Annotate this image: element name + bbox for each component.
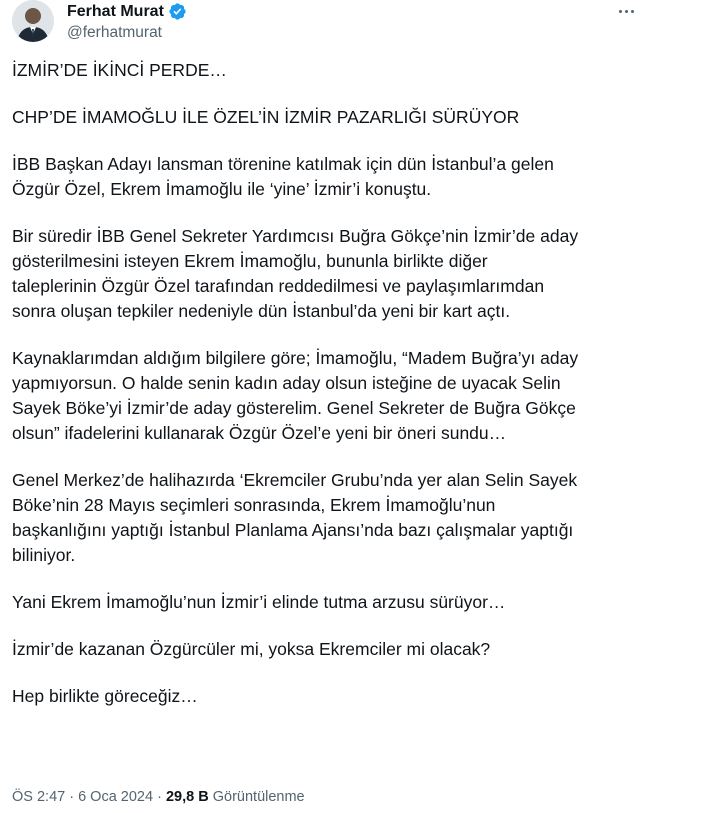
tweet-text	[12, 58, 692, 731]
handle[interactable]: @ferhatmurat	[67, 24, 162, 41]
tweet-meta	[12, 789, 305, 805]
tweet-paragraph: Hep birlikte göreceğiz…	[12, 686, 198, 706]
avatar-image	[12, 0, 54, 42]
tweet-date[interactable]: 6 Oca 2024	[78, 789, 154, 805]
views-label: Görüntülenme	[212, 789, 305, 805]
tweet-paragraph: Kaynaklarımdan aldığım bilgilere göre; İmamoğlu, “Madem Buğra’yı aday yapmıyorsun. O halde senin kadın aday olsun isteğine de uyacak Selin Sayek Böke’yi İzmir’de aday gösterelim. Genel Sekreter de Buğra Gökçe olsun” ifadelerini kullanarak Özgür Özel’e yeni bir öneri sundu…	[12, 348, 579, 443]
avatar[interactable]	[12, 0, 54, 42]
tweet-paragraph: İBB Başkan Adayı lansman törenine katılmak için dün İstanbul’a gelen Özgür Özel, Ekrem İmamoğlu ile ‘yine’ İzmir’i konuştu.	[12, 154, 554, 199]
display-name[interactable]: Ferhat Murat	[67, 2, 164, 20]
verified-badge-icon	[168, 2, 187, 21]
tweet-paragraph: CHP’DE İMAMOĞLU İLE ÖZEL’İN İZMİR PAZARLIĞI SÜRÜYOR	[12, 107, 520, 127]
tweet-time[interactable]: ÖS 2:47	[12, 789, 66, 805]
tweet-paragraph: Yani Ekrem İmamoğlu’nun İzmir’i elinde tutma arzusu sürüyor…	[12, 592, 506, 612]
tweet-header	[0, 0, 702, 60]
views-count: 29,8 B	[165, 789, 209, 805]
tweet-paragraph: Genel Merkez’de halihazırda ‘Ekremciler Grubu’nda yer alan Selin Sayek Böke’nin 28 Mayıs seçimleri sonrasında, Ekrem İmamoğlu’nun başkanlığını yaptığı İstanbul Planlama Ajansı’nda bazı çalışmalar yaptığı biliniyor.	[12, 470, 578, 565]
more-options-icon[interactable]	[612, 0, 640, 22]
meta-separator: ·	[153, 789, 166, 805]
tweet-paragraph: İZMİR’DE İKİNCİ PERDE…	[12, 60, 227, 80]
meta-separator: ·	[65, 789, 79, 805]
name-row	[67, 2, 187, 21]
tweet-paragraph: Bir süredir İBB Genel Sekreter Yardımcısı Buğra Gökçe’nin İzmir’de aday gösterilmesini isteyen Ekrem İmamoğlu, bununla birlikte diğer taleplerinin Özgür Özel tarafından reddedilmesi ve paylaşımlarımdan sonra oluşan tepkiler nedeniyle dün İstanbul’da yeni bir kart açtı.	[12, 226, 579, 321]
tweet-paragraph: İzmir’de kazanan Özgürcüler mi, yoksa Ekremciler mi olacak?	[12, 639, 491, 659]
